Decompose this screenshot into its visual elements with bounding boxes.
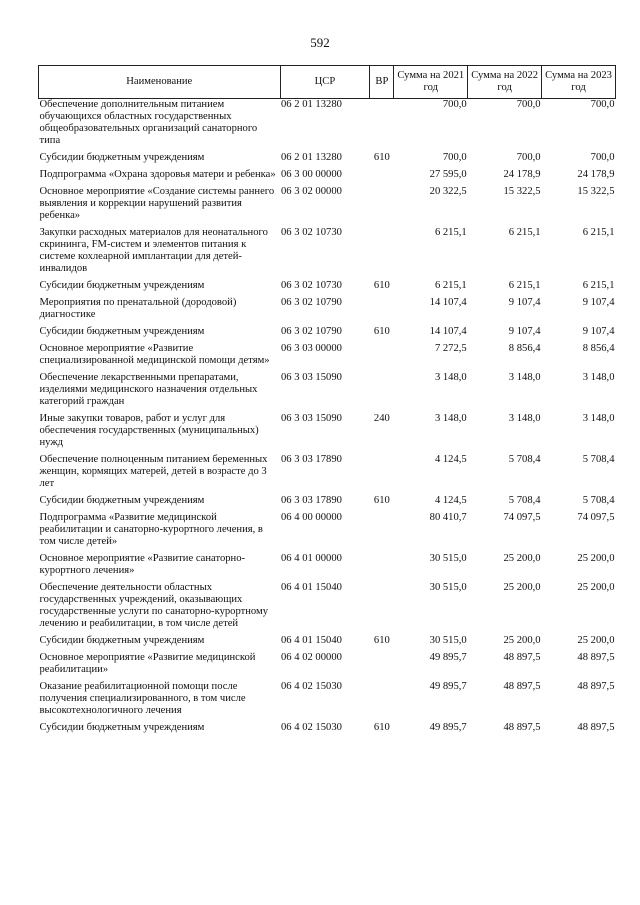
- row-sum-2023: 48 897,5: [577, 681, 615, 692]
- row-vr: [370, 227, 394, 280]
- row-name: Мероприятия по пренатальной (дородовой) диагностике: [39, 297, 237, 320]
- row-vr: 610: [373, 722, 390, 733]
- table-row: [39, 582, 616, 635]
- table-header: [39, 66, 616, 99]
- row-sum-2023: 700,0: [590, 152, 615, 163]
- row-code: 06 3 02 10730: [281, 227, 342, 238]
- header-sum-2022: Сумма на 2022 год: [468, 66, 542, 99]
- row-sum-2021: 80 410,7: [429, 512, 467, 523]
- row-sum-2023: 3 148,0: [582, 372, 615, 383]
- row-sum-2023: 25 200,0: [577, 635, 615, 646]
- row-vr: [370, 297, 394, 326]
- table-row: [39, 681, 616, 722]
- table-row: [39, 652, 616, 681]
- table-row: [39, 722, 616, 739]
- row-sum-2022: 25 200,0: [503, 553, 541, 564]
- row-sum-2023: 15 322,5: [577, 186, 615, 197]
- row-code: 06 3 03 00000: [281, 343, 342, 354]
- row-code: 06 3 03 15090: [281, 413, 342, 424]
- row-vr: [370, 169, 394, 186]
- header-sum-2023: Сумма на 2023 год: [542, 66, 616, 99]
- row-name: Основное мероприятие «Развитие санаторно-курортного лечения»: [39, 553, 246, 576]
- row-name: Основное мероприятие «Развитие медицинской реабилитации»: [39, 652, 256, 675]
- row-sum-2021: 49 895,7: [429, 681, 467, 692]
- table-row: [39, 297, 616, 326]
- table-row: [39, 99, 616, 153]
- row-sum-2023: 74 097,5: [577, 512, 615, 523]
- table-row: [39, 512, 616, 553]
- row-sum-2021: 14 107,4: [429, 326, 467, 337]
- row-code: 06 3 02 10730: [281, 280, 342, 291]
- row-name: Подпрограмма «Развитие медицинской реабилитации и санаторно-курортного лечения, в том числе детей»: [39, 512, 263, 547]
- table-row: [39, 152, 616, 169]
- table-row: [39, 280, 616, 297]
- row-sum-2022: 9 107,4: [508, 326, 541, 337]
- row-sum-2022: 15 322,5: [503, 186, 541, 197]
- row-sum-2022: 48 897,5: [503, 652, 541, 663]
- row-sum-2021: 30 515,0: [429, 582, 467, 593]
- table-row: [39, 227, 616, 280]
- row-vr: [370, 343, 394, 372]
- row-sum-2022: 48 897,5: [503, 722, 541, 733]
- row-sum-2022: 700,0: [516, 99, 541, 110]
- row-sum-2023: 25 200,0: [577, 582, 615, 593]
- row-sum-2021: 14 107,4: [429, 297, 467, 308]
- header-code: ЦСР: [280, 66, 370, 99]
- row-name: Закупки расходных материалов для неонатального скрининга, FM-систем и элементов питания к системе кохлеарной имплантации для детей-инвалидов: [39, 227, 268, 274]
- row-sum-2021: 7 272,5: [434, 343, 467, 354]
- table-row: [39, 495, 616, 512]
- row-name: Субсидии бюджетным учреждениям: [39, 495, 205, 506]
- row-vr: [370, 99, 394, 153]
- row-sum-2023: 700,0: [590, 99, 615, 110]
- row-sum-2023: 6 215,1: [582, 280, 615, 291]
- table-row: [39, 553, 616, 582]
- row-code: 06 4 01 15040: [281, 582, 342, 593]
- row-code: 06 4 01 00000: [281, 553, 342, 564]
- row-vr: 610: [373, 326, 390, 337]
- row-code: 06 4 01 15040: [281, 635, 342, 646]
- row-sum-2021: 4 124,5: [434, 454, 467, 465]
- row-code: 06 4 02 00000: [281, 652, 342, 663]
- row-code: 06 3 03 15090: [281, 372, 342, 383]
- row-name: Иные закупки товаров, работ и услуг для обеспечения государственных (муниципальных) нужд: [39, 413, 259, 448]
- header-name: Наименование: [39, 66, 281, 99]
- row-name: Подпрограмма «Охрана здоровья матери и ребенка»: [39, 169, 276, 180]
- row-name: Основное мероприятие «Развитие специализированной медицинской помощи детям»: [39, 343, 270, 366]
- row-code: 06 4 02 15030: [281, 722, 342, 733]
- row-code: 06 3 02 10790: [281, 297, 342, 308]
- row-vr: 610: [373, 152, 390, 163]
- row-vr: 610: [373, 280, 390, 291]
- row-sum-2021: 20 322,5: [429, 186, 467, 197]
- row-sum-2021: 700,0: [442, 99, 467, 110]
- row-name: Основное мероприятие «Создание системы раннего выявления и коррекции нарушений развития ребенка»: [39, 186, 275, 221]
- row-sum-2021: 49 895,7: [429, 722, 467, 733]
- row-sum-2021: 4 124,5: [434, 495, 467, 506]
- row-name: Субсидии бюджетным учреждениям: [39, 635, 205, 646]
- row-vr: [370, 186, 394, 227]
- row-sum-2023: 48 897,5: [577, 722, 615, 733]
- row-sum-2022: 5 708,4: [508, 495, 541, 506]
- row-vr: [370, 454, 394, 495]
- row-vr: [370, 681, 394, 722]
- row-sum-2022: 6 215,1: [508, 227, 541, 238]
- row-code: 06 2 01 13280: [281, 152, 342, 163]
- table-row: [39, 326, 616, 343]
- row-sum-2021: 6 215,1: [434, 280, 467, 291]
- header-sum-2021: Сумма на 2021 год: [394, 66, 468, 99]
- row-vr: [370, 553, 394, 582]
- row-sum-2022: 3 148,0: [508, 372, 541, 383]
- row-vr: [370, 372, 394, 413]
- table-row: [39, 413, 616, 454]
- table-row: [39, 454, 616, 495]
- row-code: 06 2 01 13280: [281, 99, 342, 110]
- row-sum-2023: 24 178,9: [577, 169, 615, 180]
- row-sum-2023: 9 107,4: [582, 297, 615, 308]
- row-name: Обеспечение лекарственными препаратами, изделиями медицинского назначения отдельных категорий граждан: [39, 372, 258, 407]
- row-vr: [370, 582, 394, 635]
- row-sum-2022: 48 897,5: [503, 681, 541, 692]
- row-vr: 240: [373, 413, 390, 424]
- row-code: 06 3 02 00000: [281, 186, 342, 197]
- row-sum-2021: 49 895,7: [429, 652, 467, 663]
- row-code: 06 3 02 10790: [281, 326, 342, 337]
- row-code: 06 4 02 15030: [281, 681, 342, 692]
- row-name: Обеспечение дополнительным питанием обучающихся областных государственных общеобразовательных организаций санаторного типа: [39, 99, 258, 146]
- row-sum-2022: 3 148,0: [508, 413, 541, 424]
- row-sum-2021: 30 515,0: [429, 553, 467, 564]
- table-row: [39, 186, 616, 227]
- row-name: Субсидии бюджетным учреждениям: [39, 326, 205, 337]
- budget-table: [38, 65, 616, 739]
- row-sum-2022: 25 200,0: [503, 582, 541, 593]
- row-vr: 610: [373, 495, 390, 506]
- row-sum-2021: 3 148,0: [434, 413, 467, 424]
- row-sum-2022: 6 215,1: [508, 280, 541, 291]
- row-vr: [370, 512, 394, 553]
- row-name: Субсидии бюджетным учреждениям: [39, 722, 205, 733]
- row-sum-2023: 25 200,0: [577, 553, 615, 564]
- row-sum-2023: 48 897,5: [577, 652, 615, 663]
- row-vr: [370, 652, 394, 681]
- row-sum-2021: 30 515,0: [429, 635, 467, 646]
- row-sum-2021: 3 148,0: [434, 372, 467, 383]
- row-name: Субсидии бюджетным учреждениям: [39, 280, 205, 291]
- row-sum-2022: 25 200,0: [503, 635, 541, 646]
- row-sum-2023: 6 215,1: [582, 227, 615, 238]
- row-sum-2023: 3 148,0: [582, 413, 615, 424]
- table-body: [39, 99, 616, 740]
- row-sum-2023: 8 856,4: [582, 343, 615, 354]
- row-code: 06 3 00 00000: [281, 169, 342, 180]
- table-row: [39, 169, 616, 186]
- row-sum-2022: 74 097,5: [503, 512, 541, 523]
- row-sum-2023: 5 708,4: [582, 495, 615, 506]
- row-sum-2023: 5 708,4: [582, 454, 615, 465]
- page-number: 592: [310, 35, 330, 50]
- row-name: Субсидии бюджетным учреждениям: [39, 152, 205, 163]
- table-row: [39, 343, 616, 372]
- table-row: [39, 635, 616, 652]
- row-sum-2021: 6 215,1: [434, 227, 467, 238]
- row-sum-2022: 24 178,9: [503, 169, 541, 180]
- table-row: [39, 372, 616, 413]
- row-sum-2022: 700,0: [516, 152, 541, 163]
- row-code: 06 3 03 17890: [281, 495, 342, 506]
- row-sum-2022: 8 856,4: [508, 343, 541, 354]
- row-sum-2022: 9 107,4: [508, 297, 541, 308]
- row-vr: 610: [373, 635, 390, 646]
- row-sum-2022: 5 708,4: [508, 454, 541, 465]
- header-vr: ВР: [370, 66, 394, 99]
- row-sum-2021: 700,0: [442, 152, 467, 163]
- row-code: 06 3 03 17890: [281, 454, 342, 465]
- row-name: Обеспечение полноценным питанием беременных женщин, кормящих матерей, детей в возрасте до 3 лет: [39, 454, 268, 489]
- row-name: Оказание реабилитационной помощи после получения специализированного, в том числе высокотехнологичного лечения: [39, 681, 246, 716]
- row-sum-2023: 9 107,4: [582, 326, 615, 337]
- row-name: Обеспечение деятельности областных государственных учреждений, оказывающих государственные услуги по санаторно-курортному лечению и реабилитации, в том числе детей: [39, 582, 269, 629]
- row-sum-2021: 27 595,0: [429, 169, 467, 180]
- row-code: 06 4 00 00000: [281, 512, 342, 523]
